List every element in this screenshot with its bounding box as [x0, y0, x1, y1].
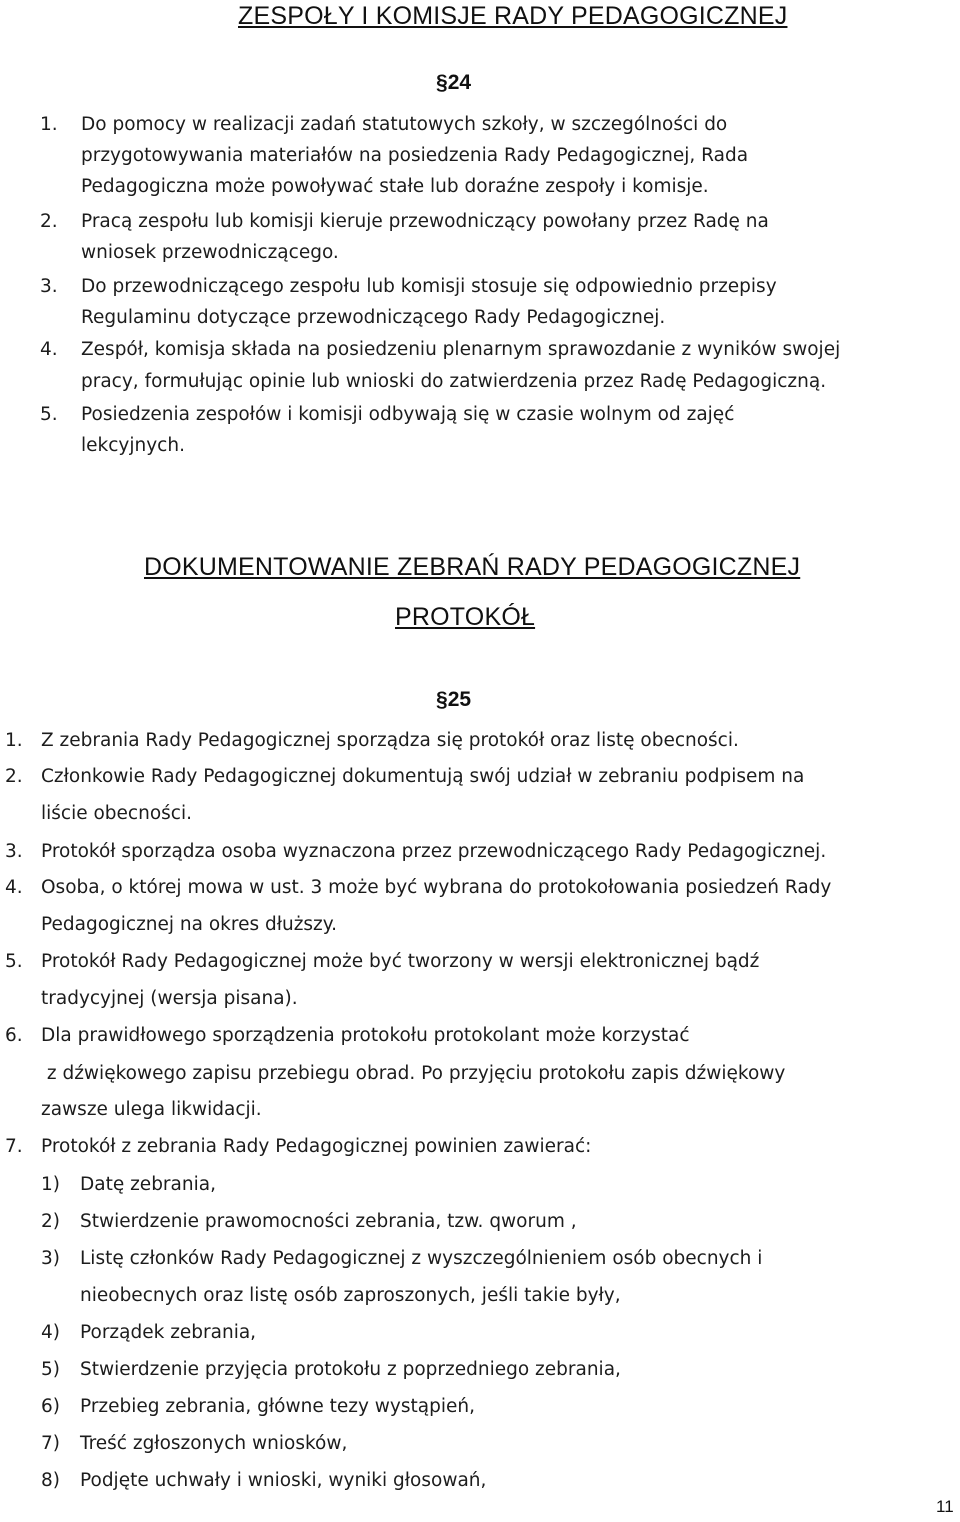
- list-item-number: 1.: [40, 114, 58, 135]
- list-item-line: Pedagogiczna może powoływać stałe lub doraźne zespoły i komisje.: [81, 176, 709, 197]
- list-item-number: 4.: [40, 339, 58, 360]
- list-item-line: Do przewodniczącego zespołu lub komisji stosuje się odpowiednio przepisy: [81, 276, 777, 297]
- list-item-number: 7.: [5, 1136, 23, 1157]
- list-item-number: 3.: [40, 276, 58, 297]
- list-item-line: Protokół sporządza osoba wyznaczona przez przewodniczącego Rady Pedagogicznej.: [41, 841, 827, 862]
- list-item-line: lekcyjnych.: [81, 435, 185, 456]
- paragraph-24: §24: [436, 71, 472, 94]
- list-item-number: 2.: [40, 211, 58, 232]
- sublist-item-line: Datę zebrania,: [80, 1174, 216, 1195]
- sublist-item-number: 7): [41, 1433, 60, 1454]
- list-item-number: 4.: [5, 877, 23, 898]
- sublist-item-line: Podjęte uchwały i wnioski, wyniki głosowań,: [80, 1470, 487, 1491]
- sublist-item-number: 2): [41, 1211, 60, 1232]
- list-item-line: Członkowie Rady Pedagogicznej dokumentują swój udział w zebraniu podpisem na: [41, 766, 805, 787]
- list-item-line: pracy, formułując opinie lub wnioski do zatwierdzenia przez Radę Pedagogiczną.: [81, 371, 827, 392]
- list-item-line: tradycyjnej (wersja pisana).: [41, 988, 298, 1009]
- sublist-item-number: 5): [41, 1359, 60, 1380]
- section-sign-icon: §: [436, 71, 448, 94]
- sublist-item-line: Stwierdzenie prawomocności zebrania, tzw. qworum ,: [80, 1211, 577, 1232]
- list-item-line: wniosek przewodniczącego.: [81, 242, 339, 263]
- list-item-line: Osoba, o której mowa w ust. 3 może być wybrana do protokołowania posiedzeń Rady: [41, 877, 832, 898]
- sublist-item-line: Listę członków Rady Pedagogicznej z wyszczególnieniem osób obecnych i: [80, 1248, 763, 1269]
- list-item-number: 5.: [40, 404, 58, 425]
- section-heading-zespoly: ZESPOŁY I KOMISJE RADY PEDAGOGICZNEJ: [238, 2, 788, 30]
- list-item-line: przygotowywania materiałów na posiedzenia Rady Pedagogicznej, Rada: [81, 145, 749, 166]
- sublist-item-line: nieobecnych oraz listę osób zaproszonych, jeśli takie były,: [80, 1285, 621, 1306]
- list-item-line: Z zebrania Rady Pedagogicznej sporządza się protokół oraz listę obecności.: [41, 730, 739, 751]
- sublist-item-number: 6): [41, 1396, 60, 1417]
- list-item-number: 3.: [5, 841, 23, 862]
- list-item-line: Regulaminu dotyczące przewodniczącego Rady Pedagogicznej.: [81, 307, 666, 328]
- sublist-item-number: 1): [41, 1174, 60, 1195]
- list-item-line: Protokół Rady Pedagogicznej może być tworzony w wersji elektronicznej bądź: [41, 951, 760, 972]
- sublist-item-line: Przebieg zebrania, główne tezy wystąpień,: [80, 1396, 475, 1417]
- sublist-item-line: Stwierdzenie przyjęcia protokołu z poprzedniego zebrania,: [80, 1359, 621, 1380]
- list-item-line: liście obecności.: [41, 803, 192, 824]
- list-item-line: Zespół, komisja składa na posiedzeniu plenarnym sprawozdanie z wyników swojej: [81, 339, 841, 360]
- subheading-protokol: PROTOKÓŁ: [395, 603, 536, 631]
- list-item-line: Dla prawidłowego sporządzenia protokołu protokolant może korzystać: [41, 1025, 690, 1046]
- sublist-item-number: 3): [41, 1248, 60, 1269]
- section-heading-dokumentowanie: DOKUMENTOWANIE ZEBRAŃ RADY PEDAGOGICZNEJ: [144, 553, 801, 581]
- list-item-line: z dźwiękowego zapisu przebiegu obrad. Po przyjęciu protokołu zapis dźwiękowy: [41, 1063, 786, 1084]
- sublist-item-line: Porządek zebrania,: [80, 1322, 257, 1343]
- list-item-line: zawsze ulega likwidacji.: [41, 1099, 262, 1120]
- sublist-item-number: 4): [41, 1322, 60, 1343]
- paragraph-25: §25: [436, 688, 472, 711]
- sublist-item-line: Treść zgłoszonych wniosków,: [80, 1433, 348, 1454]
- page-number: 11: [936, 1497, 954, 1516]
- list-item-line: Pracą zespołu lub komisji kieruje przewodniczący powołany przez Radę na: [81, 211, 769, 232]
- list-item-line: Pedagogicznej na okres dłuższy.: [41, 914, 337, 935]
- list-item-number: 2.: [5, 766, 23, 787]
- list-item-number: 6.: [5, 1025, 23, 1046]
- list-item-number: 5.: [5, 951, 23, 972]
- list-item-line: Posiedzenia zespołów i komisji odbywają się w czasie wolnym od zajęć: [81, 404, 735, 425]
- section-sign-icon: §: [436, 688, 448, 711]
- list-item-line: Do pomocy w realizacji zadań statutowych szkoły, w szczególności do: [81, 114, 728, 135]
- list-item-line: Protokół z zebrania Rady Pedagogicznej powinien zawierać:: [41, 1136, 592, 1157]
- sublist-item-number: 8): [41, 1470, 60, 1491]
- list-item-number: 1.: [5, 730, 23, 751]
